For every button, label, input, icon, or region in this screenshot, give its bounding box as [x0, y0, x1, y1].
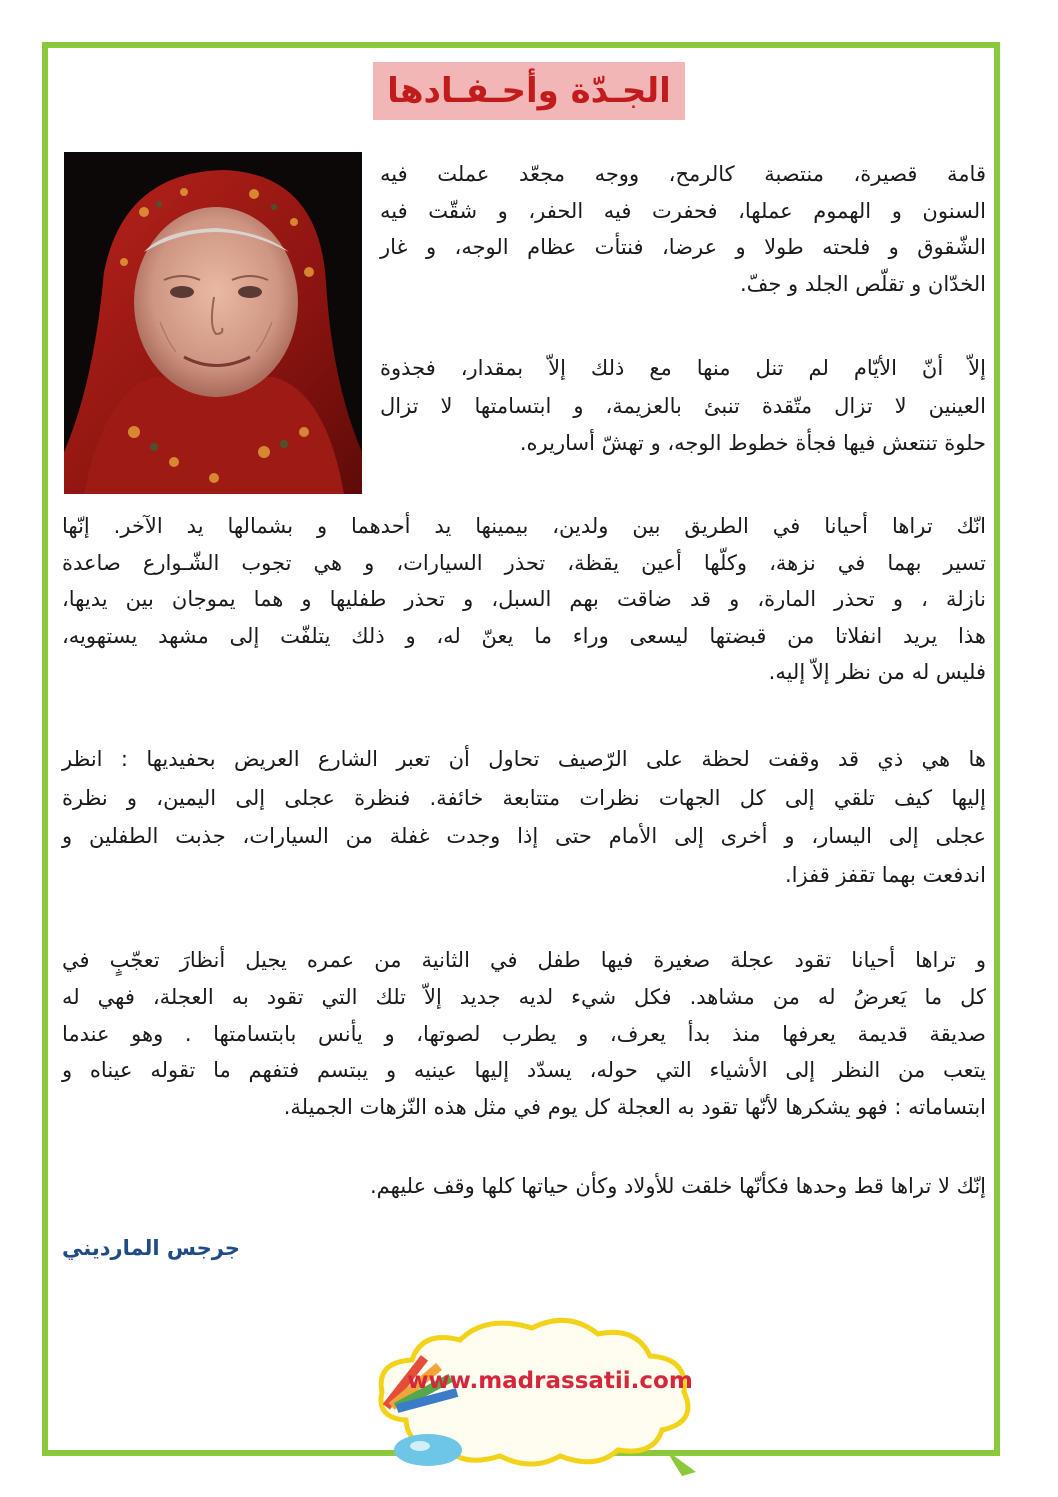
paragraph-line: ها هي ذي قد وقفت لحظة على الرّصيف تحاول أن تعبر الشارع العريض بحفيديها : انظر [62, 747, 986, 771]
page-title: الجـدّة وأحـفـادها [373, 62, 685, 120]
paragraph-line: السنون و الهموم عملها، فحفرت فيه الحفر، و شقّت فيه [380, 198, 986, 223]
paragraph-2 [380, 350, 986, 463]
paragraph-5 [62, 942, 986, 1126]
paragraph-line: تسير بهما في نزهة، وكلّها أعين يقظة، تحذر السيارات، و هي تجوب الشّـوارع صاعدة [62, 550, 986, 575]
paragraph-3 [62, 508, 986, 691]
paragraph-line: إليها كيف تلقي إلى كل الجهات نظرات متتابعة خائفة. فنظرة عجلى إلى اليمين، و نظرة [62, 785, 986, 810]
paragraph-line: الشّقوق و فلحته طولا و عرضا، فنتأت عظام الوجه، و غار [380, 235, 986, 259]
site-logo [336, 1300, 736, 1478]
paragraph-line: ابتساماته : فهو يشكرها لأنّها تقود به العجلة كل يوم في مثل هذه النّزهات الجميلة. [283, 1095, 986, 1120]
paragraph-line: إنّك لا تراها قط وحدها فكأنّها خلقت للأولاد وكأن حياتها كلها وقف عليهم. [369, 1174, 986, 1198]
paragraph-line: انّك تراها أحيانا في الطريق بين ولدين، بيمينها يد أحدهما و بشمالها يد الآخر. إنّها [62, 514, 986, 538]
paragraph-line: كل ما يَعرضُ له من مشاهد. فكل شيء لديه جديد إلاّ تلك التي تقود به العجلة، فهي له [62, 984, 986, 1009]
title-container [0, 62, 1058, 120]
paragraph-1 [380, 156, 986, 302]
paragraph-line: هذا يريد انفلاتا من قبضتها ليسعى وراء ما يعنّ له، و ذلك يتلفّت إلى مشهد يستهويه، [62, 623, 986, 648]
paragraph-6 [62, 1168, 986, 1204]
paragraph-line: الخدّان و تقلّص الجلد و جفّ. [739, 271, 986, 296]
paragraph-line: صديقة قديمة يعرفها منذ بدأ يعرف، و يطرب لصوتها، و يأنس بابتسامتها . وهو عندما [62, 1021, 986, 1046]
paragraph-line: اندفعت بهما تقفز قفزا. [784, 862, 986, 887]
paragraph-line: يتعب من النظر إلى الأشياء التي حوله، يسدّد إليها عينيه و يبتسم فتفهم ما تقوله عيناه و [62, 1058, 986, 1083]
grandmother-photo [64, 152, 362, 494]
paragraph-line: نازلة ، و تحذر المارة، و قد ضاقت بهم السبل، و تحذر طفليها و هما يموجان بين يديها، [62, 587, 986, 611]
paragraph-line: فليس له من نظر إلاّ إليه. [768, 660, 986, 684]
paragraph-line: حلوة تنتعش فيها فجأة خطوط الوجه، و تهشّ أساريره. [519, 431, 986, 455]
author-name: جرجس المارديني [62, 1236, 240, 1260]
paragraph-line: عجلى إلى اليسار، و أخرى إلى الأمام حتى إذا وجدت غفلة من السيارات، جذبت الطفلين و [62, 824, 986, 848]
paragraph-line: إلاّ أنّ الأيّام لم تنل منها مع ذلك إلاّ بمقدار، فجذوة [380, 356, 986, 380]
website-url[interactable]: www.madrassatii.com [407, 1368, 693, 1394]
paragraph-4 [62, 740, 986, 894]
paragraph-line: العينين لا تزال متّقدة تنبئ بالعزيمة، و ابتسامتها لا تزال [380, 393, 986, 418]
paragraph-line: قامة قصيرة، منتصبة كالرمح، ووجه مجعّد عملت فيه [380, 162, 986, 186]
paragraph-line: و تراها أحيانا تقود عجلة صغيرة فيها طفل في الثانية من عمره يجيل أنظارَ تعجّبٍ في [62, 948, 986, 972]
